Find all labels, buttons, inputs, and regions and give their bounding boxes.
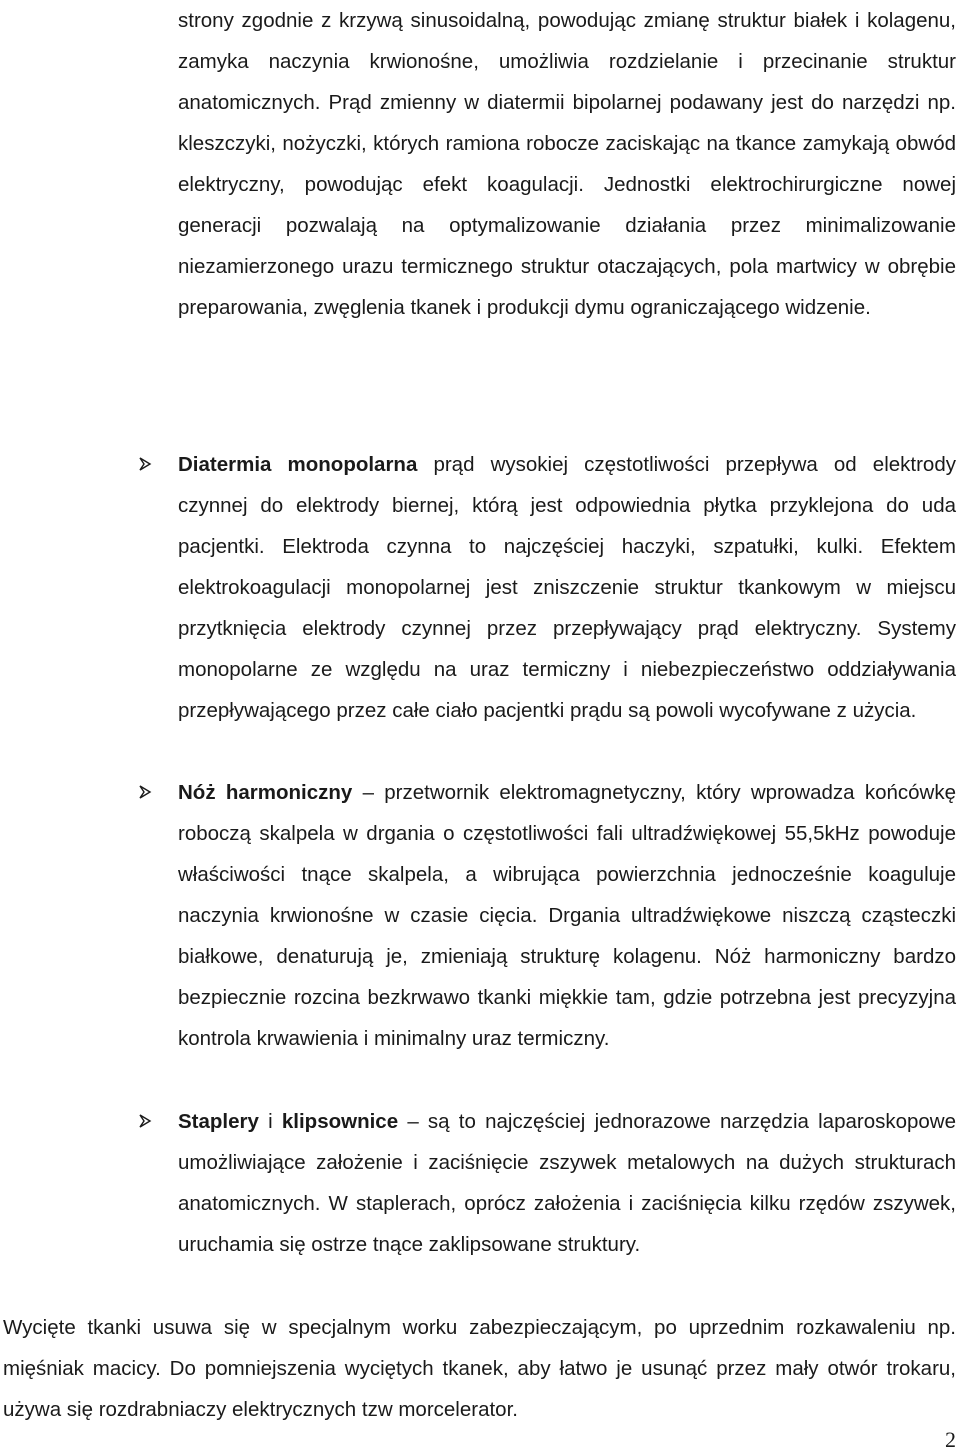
bullet-text: prąd wysokiej częstotliwości przepływa od elektrody czynnej do elektrody biernej, którą jest odpowiednia płytka przyklejona do uda pacjentki. Elektroda czynna to najczęściej haczyki, szpatułki, kulki. Efektem elektrokoagulacji monopolarnej jest zniszczenie struktur tkankowym w miejscu przytknięcia elektrody czynnej przez przepływający prąd elektryczny. Systemy monopolarne ze względu na uraz termiczny i niebezpieczeństwo oddziaływania przepływającego przez całe ciało pacjentki prądu są powoli wycofywane z użycia. (178, 453, 956, 722)
bullet-paragraph (178, 772, 956, 1059)
bullet-text: – przetwornik elektromagnetyczny, który wprowadza końcówkę roboczą skalpela w drgania o częstotliwości fali ultradźwiękowej 55,5kHz powoduje właściwości tnące skalpela, a wibrująca powierzchnia jednocześnie koaguluje naczynia krwionośne w czasie cięcia. Drgania ultradźwiękowe niszczą cząsteczki białkowe, denaturują je, zmieniają strukturę kolagenu. Nóż harmoniczny bardzo bezpiecznie rozcina bezkrwawo tkanki miękkie tam, gdzie potrzebna jest precyzyjna kontrola krwawienia i minimalny uraz termiczny. (178, 781, 956, 1050)
bullet-term: Nóż harmoniczny (178, 781, 353, 804)
bullet-term: Staplery (178, 1110, 259, 1133)
bullet-text: – są to najczęściej jednorazowe narzędzia laparoskopowe umożliwiające założenie i zaciśnięcie zszywek metalowych na dużych strukturach anatomicznych. W staplerach, oprócz założenia i zaciśnięcia kilku rzędów zszywek, uruchamia się ostrze tnące zaklipsowane struktury. (178, 1110, 957, 1256)
bullet-term: Diatermia monopolarna (178, 453, 418, 476)
closing-paragraph: Wycięte tkanki usuwa się w specjalnym worku zabezpieczającym, po uprzednim rozkawaleniu np. mięśniak macicy. Do pomniejszenia wyciętych tkanek, aby łatwo je usunąć przez mały otwór trokaru, używa się rozdrabniaczy elektrycznych tzw morcelerator. (3, 1316, 956, 1421)
page-number: 2 (945, 1427, 956, 1452)
arrowhead-bullet-icon (138, 785, 152, 799)
bullet-item-staplery-klipsownice (178, 1101, 956, 1265)
arrowhead-bullet-icon (138, 1114, 152, 1128)
bullet-paragraph (178, 1101, 956, 1265)
bullet-item-noz-harmoniczny (178, 772, 956, 1059)
bullet-item-diatermia-monopolarna (178, 444, 956, 731)
bullet-term-secondary: klipsownice (281, 1110, 399, 1133)
intro-paragraph: strony zgodnie z krzywą sinusoidalną, powodując zmianę struktur białek i kolagenu, zamyka naczynia krwionośne, umożliwia rozdzielanie i przecinanie struktur anatomicznych. Prąd zmienny w diatermii bipolarnej podawany jest do narzędzi np. kleszczyki, nożyczki, których ramiona robocze zaciskając na tkance zamykają obwód elektryczny, powodując efekt koagulacji. Jednostki elektrochirurgiczne nowej generacji pozwalają na optymalizowanie działania przez minimalizowanie niezamierzonego urazu termicznego struktur otaczających, pola martwicy w obrębie preparowania, zwęglenia tkanek i produkcji dymu ograniczającego widzenie. (178, 9, 956, 319)
bullet-paragraph (178, 444, 956, 731)
bullet-joiner: i (258, 1110, 282, 1133)
arrowhead-bullet-icon (138, 457, 152, 471)
